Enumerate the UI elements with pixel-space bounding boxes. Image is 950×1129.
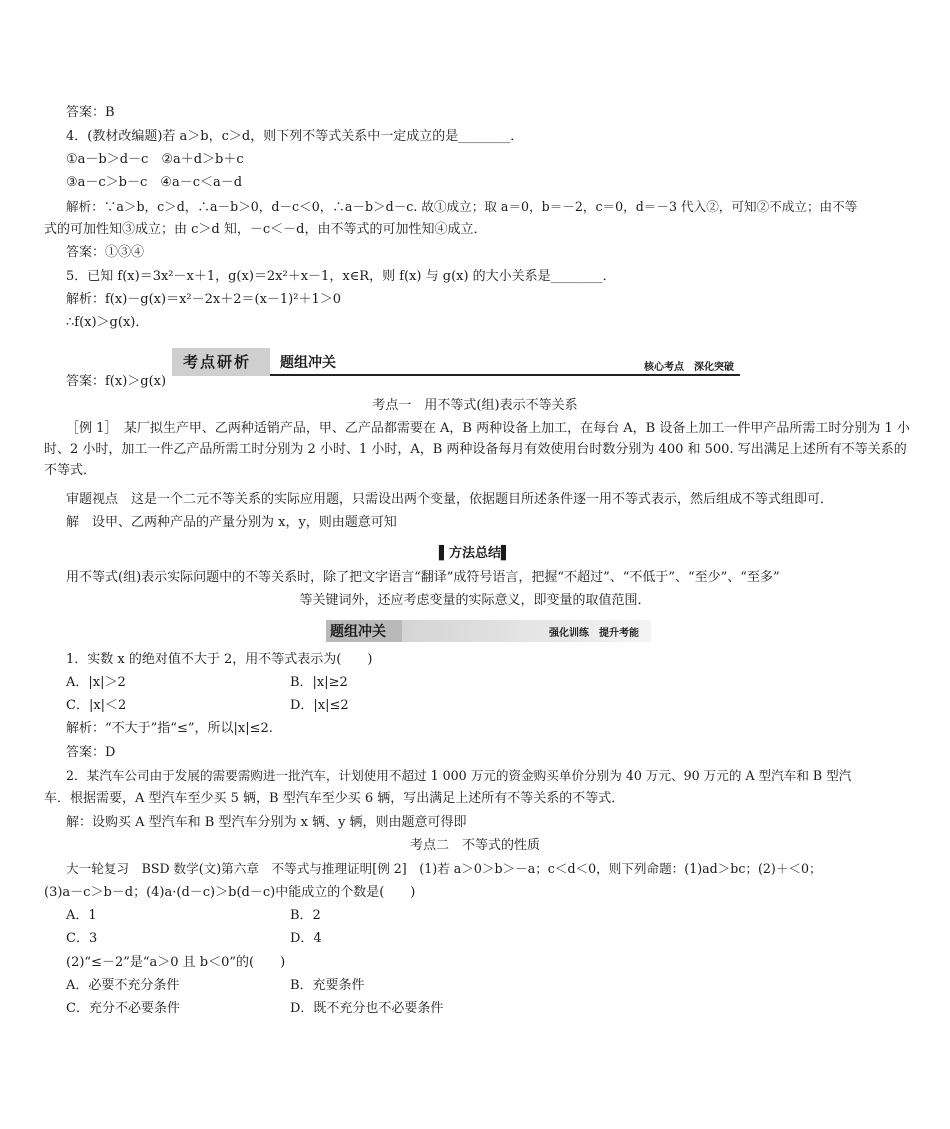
- summary-line: 等关键词外，还应考虑变量的实际意义，即变量的取值范围．: [299, 593, 651, 608]
- option-line: ③a－c＞b－c ④a－c＜a－d: [66, 175, 243, 190]
- option-line: ①a－b＞d－c ②a＋d＞b＋c: [66, 152, 244, 167]
- banner-title: 题组冲关: [330, 624, 386, 640]
- analysis-line: 解析：∵a＞b，c＞d，∴a－b＞0，d－c＜0，∴a－b＞d－c. 故①成立；取 a＝0，b＝－2，c＝0，d＝－3 代入②，可知②不成立；由不等: [66, 199, 858, 214]
- review-point: 审题视点 这是一个二元不等关系的实际应用题，只需设出两个变量，依据题目所述条件逐一用不等式表示，然后组成不等式组即可．: [66, 492, 834, 507]
- answer-line: 答案：B: [66, 105, 115, 120]
- question-1: 1．实数 x 的绝对值不大于 2，用不等式表示为( ): [66, 652, 373, 667]
- banner-right-text: 强化训练 提升考能: [549, 628, 639, 639]
- answer-line: 答案：D: [66, 745, 116, 760]
- option-c: C．充分不必要条件: [66, 1001, 180, 1016]
- option-a: A．必要不充分条件: [66, 978, 180, 993]
- example-2-cont: (3)a－c＞b－d；(4)a·(d－c)＞b(d－c)中能成立的个数是( ): [44, 885, 416, 900]
- question-2-cont: 车．根据需要，A 型汽车至少买 5 辆，B 型汽车至少买 6 辆，写出满足上述所有不等关系的不等式．: [44, 791, 625, 806]
- section-heading: 考点一 用不等式(组)表示不等关系: [372, 398, 578, 413]
- analysis-line: 式的可加性知③成立；由 c＞d 知，－c＜－d，由不等式的可加性知④成立．: [44, 222, 487, 237]
- question-2: 2．某汽车公司由于发展的需要需购进一批汽车，计划使用不超过 1 000 万元的资金购买单价分别为 40 万元、90 万元的 A 型汽车和 B 型汽: [66, 768, 852, 783]
- method-summary-title: ▌方法总结▌: [439, 546, 511, 561]
- analysis-line: 解析：“不大于”指“≤”，所以|x|≤2.: [66, 721, 273, 736]
- analysis-line: 解析：f(x)－g(x)＝x²－2x＋2＝(x－1)²＋1＞0: [66, 292, 341, 307]
- option-d: D．4: [290, 931, 322, 946]
- option-b: B．|x|≥2: [290, 675, 348, 690]
- example-1: ［例 1］ 某厂拟生产甲、乙两种适销产品，甲、乙产品都需要在 A，B 两种设备上加工，在每台 A，B 设备上加工一件甲产品所需工时分别为 1 小时、2 小时，加工一件乙产品所需工时分别为 2 小时、1 小时，A，B 两种设备每月有效使用台时数分别为 400 和 500. 写出满足上述所有不等关系的不等式．: [44, 421, 910, 478]
- solution-line: 解 设甲、乙两种产品的产量分别为 x，y，则由题意可知: [66, 515, 397, 530]
- example-2: 大一轮复习 BSD 数学(文)第六章 不等式与推理证明[例 2] (1)若 a＞0＞b＞－a；c＜d＜0，则下列命题：(1)ad＞bc；(2)＋＜0；: [66, 861, 822, 876]
- question-2-part: (2)“≤－2”是“a＞0 且 b＜0”的( ): [66, 955, 286, 970]
- question-4: 4．(教材改编题)若 a＞b，c＞d，则下列不等式关系中一定成立的是________．: [66, 129, 524, 144]
- option-b: B．充要条件: [290, 978, 365, 993]
- summary-line: 用不等式(组)表示实际问题中的不等关系时，除了把文字语言“翻译”成符号语言，把握“不超过”、“不低于”、“至少”、“至多”: [66, 570, 780, 585]
- option-b: B．2: [290, 908, 321, 923]
- option-a: A．|x|＞2: [66, 675, 126, 690]
- banner-rule: [270, 374, 740, 376]
- answer-line: 答案：①③④: [66, 245, 145, 260]
- banner-subtitle: 题组冲关: [280, 355, 336, 371]
- practice-banner: [326, 620, 651, 642]
- solution-line: 解：设购买 A 型汽车和 B 型汽车分别为 x 辆、y 辆，则由题意可得即: [66, 815, 467, 830]
- banner-title: 考点研析: [183, 353, 252, 371]
- question-5: 5．已知 f(x)＝3x²－x＋1，g(x)＝2x²＋x－1，x∈R，则 f(x) 与 g(x) 的大小关系是________．: [66, 269, 616, 284]
- section-banner: [172, 348, 740, 376]
- banner-right-text: 核心考点 深化突破: [644, 362, 734, 373]
- option-a: A．1: [66, 908, 97, 923]
- option-c: C．3: [66, 931, 98, 946]
- answer-line: 答案：f(x)＞g(x): [66, 374, 167, 389]
- option-d: D．|x|≤2: [290, 698, 349, 713]
- option-c: C．|x|＜2: [66, 698, 127, 713]
- analysis-line: ∴f(x)＞g(x)．: [66, 315, 149, 330]
- option-d: D．既不充分也不必要条件: [290, 1001, 444, 1016]
- section-heading: 考点二 不等式的性质: [409, 838, 540, 853]
